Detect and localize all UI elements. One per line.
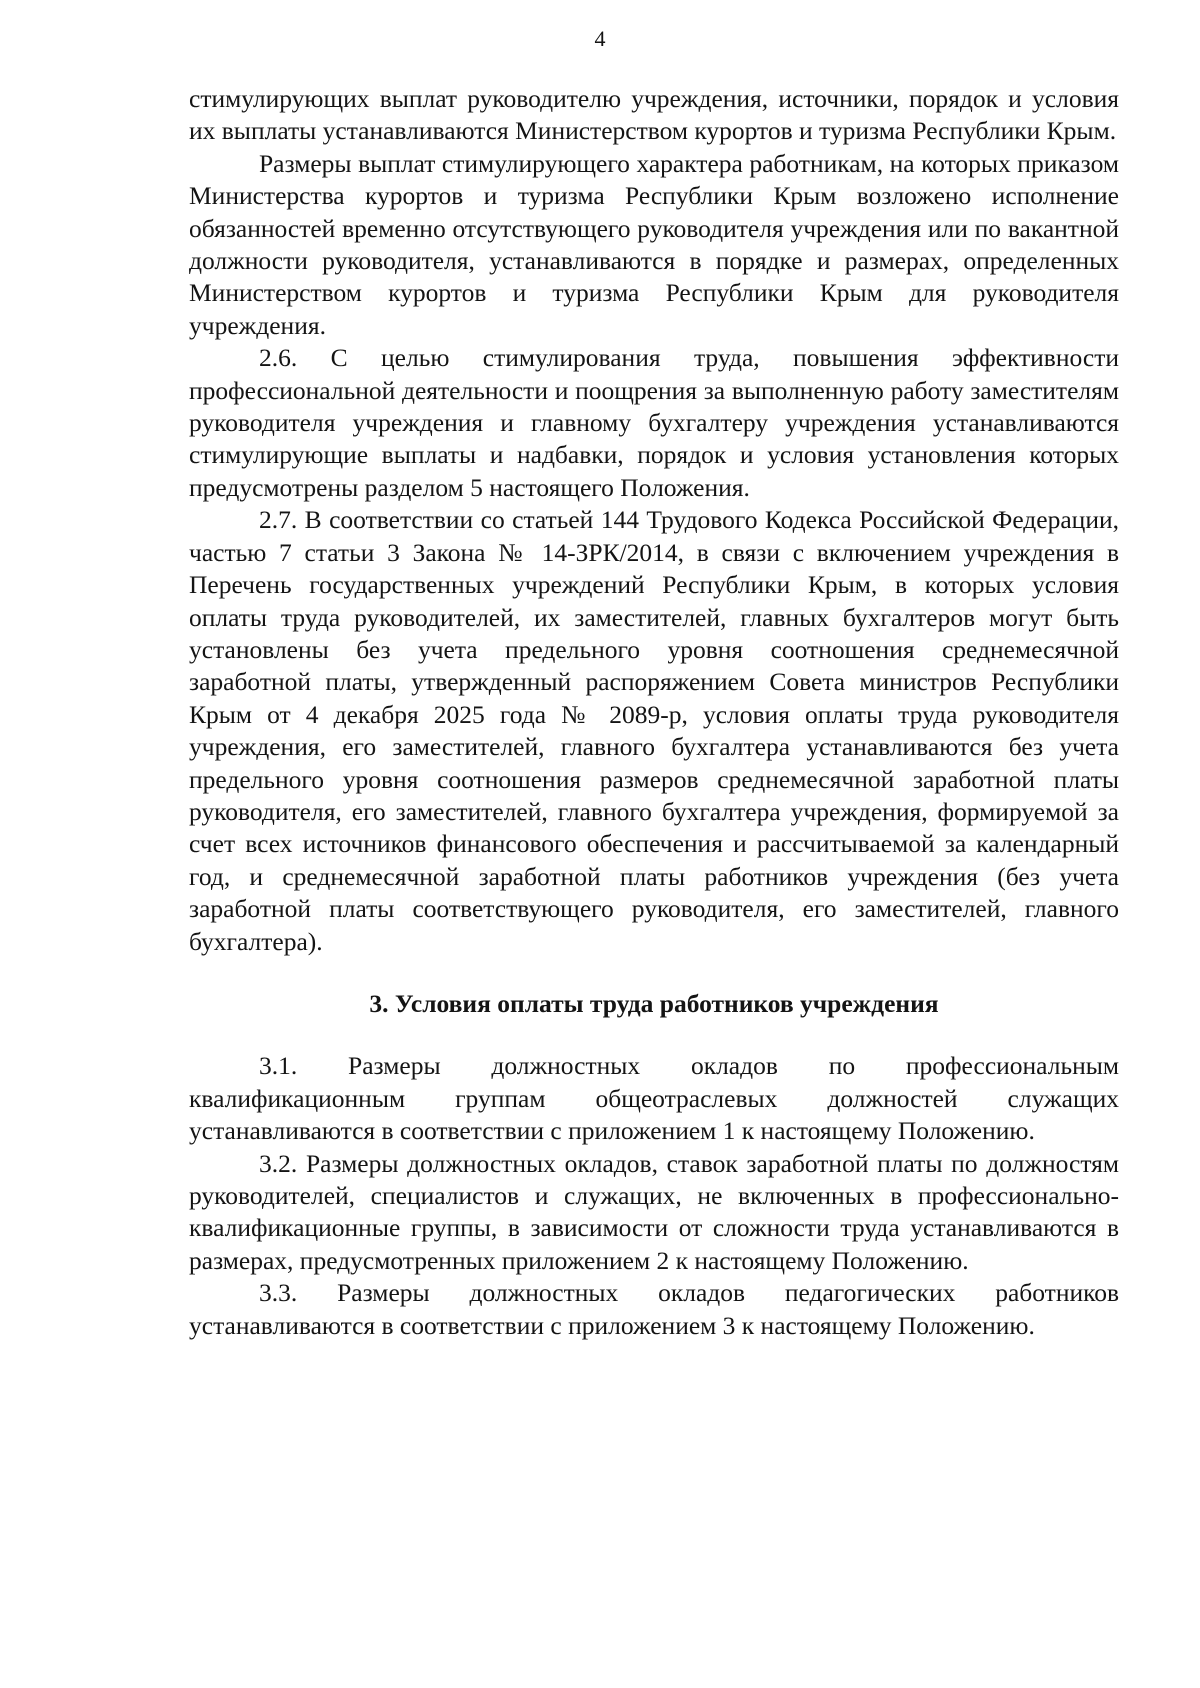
paragraph-clause-2-6: 2.6. С целью стимулирования труда, повышения эффективности профессиональной деятельности и поощрения за выполненную работу заместителям руководителя учреждения и главному бухгалтеру учреждения устанавливаются стимулирующие выплаты и надбавки, порядок и условия установления которых предусмотрены разделом 5 настоящего Положения. bbox=[189, 343, 1119, 502]
paragraph-clause-3-2: 3.2. Размеры должностных окладов, ставок заработной платы по должностям руководителей, специалистов и служащих, не включенных в профессионально-квалификационные группы, в зависимости от сложности труда устанавливаются в размерах, предусмотренных приложением 2 к настоящему Положению. bbox=[189, 1148, 1119, 1275]
page-number: 4 bbox=[594, 26, 606, 51]
paragraph-clause-2-7: 2.7. В соответствии со статьей 144 Трудового Кодекса Российской Федерации, частью 7 статьи 3 Закона № 14-ЗРК/2014, в связи с включением учреждения в Перечень государственных учреждений Республики Крым, в которых условия оплаты труда руководителей, их заместителей, главных бухгалтеров могут быть установлены без учета предельного уровня соотношения среднемесячной заработной платы, утвержденный распоряжением Совета министров Республики Крым от 4 декабря 2025 года № 2089-р, условия оплаты труда руководителя учреждения, его заместителей, главного бухгалтера устанавливаются без учета предельного уровня соотношения размеров среднемесячной заработной платы руководителя, его заместителей, главного бухгалтера учреждения, формируемой за счет всех источников финансового обеспечения и рассчитываемой за календарный год, и среднемесячной заработной платы работников учреждения (без учета заработной платы соответствующего руководителя, его заместителей, главного бухгалтера). bbox=[189, 505, 1119, 956]
paragraph-acting-head: Размеры выплат стимулирующего характера работникам, на которых приказом Министерства курортов и туризма Республики Крым возложено исполнение обязанностей временно отсутствующего руководителя учреждения или по вакантной должности руководителя, устанавливаются в порядке и размерах, определенных Министерством курортов и туризма Республики Крым для руководителя учреждения. bbox=[189, 148, 1119, 340]
paragraph-continuation: стимулирующих выплат руководителю учреждения, источники, порядок и условия их выплаты устанавливаются Министерством курортов и туризма Республики Крым. bbox=[189, 84, 1119, 146]
paragraph-clause-3-3: 3.3. Размеры должностных окладов педагогических работников устанавливаются в соответствии с приложением 3 к настоящему Положению. bbox=[189, 1278, 1119, 1340]
section-heading: 3. Условия оплаты труда работников учреждения bbox=[369, 988, 939, 1018]
document-body bbox=[189, 83, 1119, 1342]
paragraph-clause-3-1: 3.1. Размеры должностных окладов по профессиональным квалификационным группам общеотраслевых должностей служащих устанавливаются в соответствии с приложением 1 к настоящему Положению. bbox=[189, 1051, 1119, 1146]
